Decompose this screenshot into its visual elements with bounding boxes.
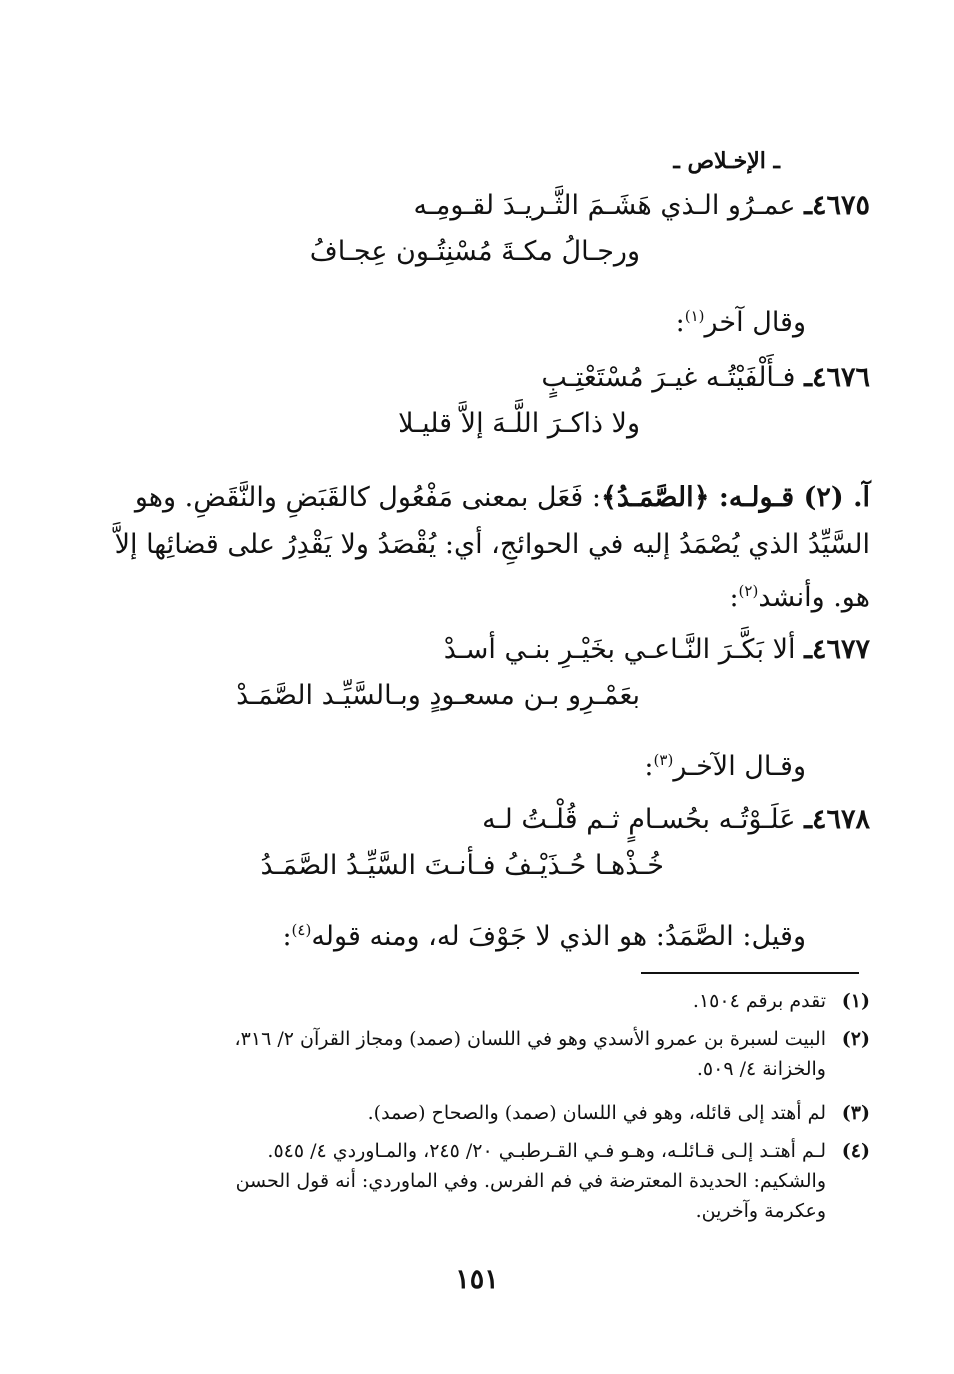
verse-4677-first-hemistich	[80, 630, 870, 670]
verse-intro-2	[16, 740, 806, 787]
intro-text: وقـال الآخـر	[673, 751, 806, 782]
verse-4677-second-hemistich: بعَمْـرِو بـن مسعـودٍ وبـالسَّيِّـد الصَّمَـدْ	[236, 680, 640, 711]
footnote-ref-3: (٣)	[653, 751, 674, 769]
footnote-text: البيت لسبرة بن عمرو الأسدي وهو في اللسان (صمد) ومجاز القرآن ٢/ ٣١٦،	[234, 1028, 826, 1050]
footnote-continuation: والخزانة ٤/ ٥٠٩.	[696, 1058, 826, 1080]
footnote-4	[85, 1136, 870, 1226]
verse-number: ٤٦٧٥ـ	[804, 190, 870, 221]
intro-colon: :	[675, 307, 685, 338]
footnote-number: (٣)	[841, 1102, 870, 1124]
verse-number: ٤٦٧٧ـ	[804, 634, 870, 665]
footnote-2	[85, 1024, 870, 1084]
footnote-3	[85, 1098, 870, 1128]
footnote-1	[85, 986, 870, 1016]
footnote-number: (٤)	[841, 1140, 870, 1162]
footnote-continuation: والشكيم: الحديدة المعترضة في فم الفرس. وفي الماوردي: أنه قول الحسن	[235, 1170, 826, 1192]
footnote-number: (٢)	[841, 1028, 870, 1050]
verse-4678-first-hemistich	[80, 800, 870, 840]
commentary-text: : فَعَل بمعنى مَفْعُول كالقَبَضِ والنَّقَضِ. وهو السَّيِّدُ الذي يُصْمَدُ إليه في الحوائجِ، أي: يُقْصَدُ ولا يَقْدِرُ على قضائِها إلاَّ هو. وأنشد	[114, 482, 870, 613]
intro-colon: :	[282, 921, 292, 952]
verse-number: ٤٦٧٦ـ	[804, 362, 870, 393]
verse-number: ٤٦٧٨ـ	[804, 804, 870, 835]
footnote-text: تقدم برقم ١٥٠٤.	[692, 990, 826, 1012]
verse-4675-second-hemistich: ورجـالُ مكـةَ مُسْنِتُـون عِجـافُ	[309, 236, 640, 267]
footnote-text: لـم أهتـد إلـى قـائلـه، وهـو فـي القـرطبـي ٢٠/ ٢٤٥، والمـاوردي ٤/ ٥٤٥.	[267, 1140, 826, 1162]
page-number: ١٥١	[455, 1264, 499, 1295]
footnote-number: (١)	[841, 990, 870, 1012]
running-header: ـ الإخـلاص ـ	[673, 148, 780, 174]
hemistich-text: ألا بَكَّـرَ النَّـاعـي بخَيْـرِ بنـي أسـدْ	[443, 634, 796, 665]
footnote-continuation: وعكرمة وآخرين.	[695, 1200, 826, 1222]
intro-text: وقال آخر	[704, 307, 806, 338]
verse-4676-second-hemistich: ولا ذاكـرَ اللَّـهَ إلاَّ قليـلا	[398, 408, 640, 439]
footnote-ref-4: (٤)	[291, 921, 312, 939]
verse-intro-3	[16, 910, 806, 957]
verse-intro-1	[16, 296, 806, 343]
verse-reference: آ. (٢) قـولـه: ﴿الصَّمَـدُ﴾	[601, 482, 870, 513]
footnote-ref-2: (٢)	[738, 582, 759, 600]
footnote-text: لم أهتد إلى قائله، وهو في اللسان (صمد) والصحاح (صمد).	[367, 1102, 826, 1124]
hemistich-text: عَلَـوْتُـه بحُسـامٍ ثـم قُلْـتُ لـه	[482, 804, 796, 835]
intro-colon: :	[644, 751, 654, 782]
commentary-paragraph	[80, 474, 870, 621]
verse-4678-second-hemistich: خُـذْهـا حُـذَيْـفُ فـأنـتَ السَّيِّـدُ الصَّمَـدُ	[260, 850, 664, 881]
hemistich-text: فـأَلْفَيْتُـه غيـرَ مُسْتَعْتِـبٍ	[541, 362, 796, 393]
footnote-ref-1: (١)	[684, 307, 705, 325]
footnote-separator	[641, 972, 859, 974]
intro-text: وقيل: الصَّمَدُ: هو الذي لا جَوْفَ له، ومنه قوله	[311, 921, 806, 952]
commentary-colon: :	[729, 582, 739, 613]
hemistich-text: عمـرُو الـذي هَشَـمَ الثَّـريـدَ لقـومِـه	[413, 190, 796, 221]
verse-4675-first-hemistich	[80, 186, 870, 226]
verse-4676-first-hemistich	[80, 358, 870, 398]
